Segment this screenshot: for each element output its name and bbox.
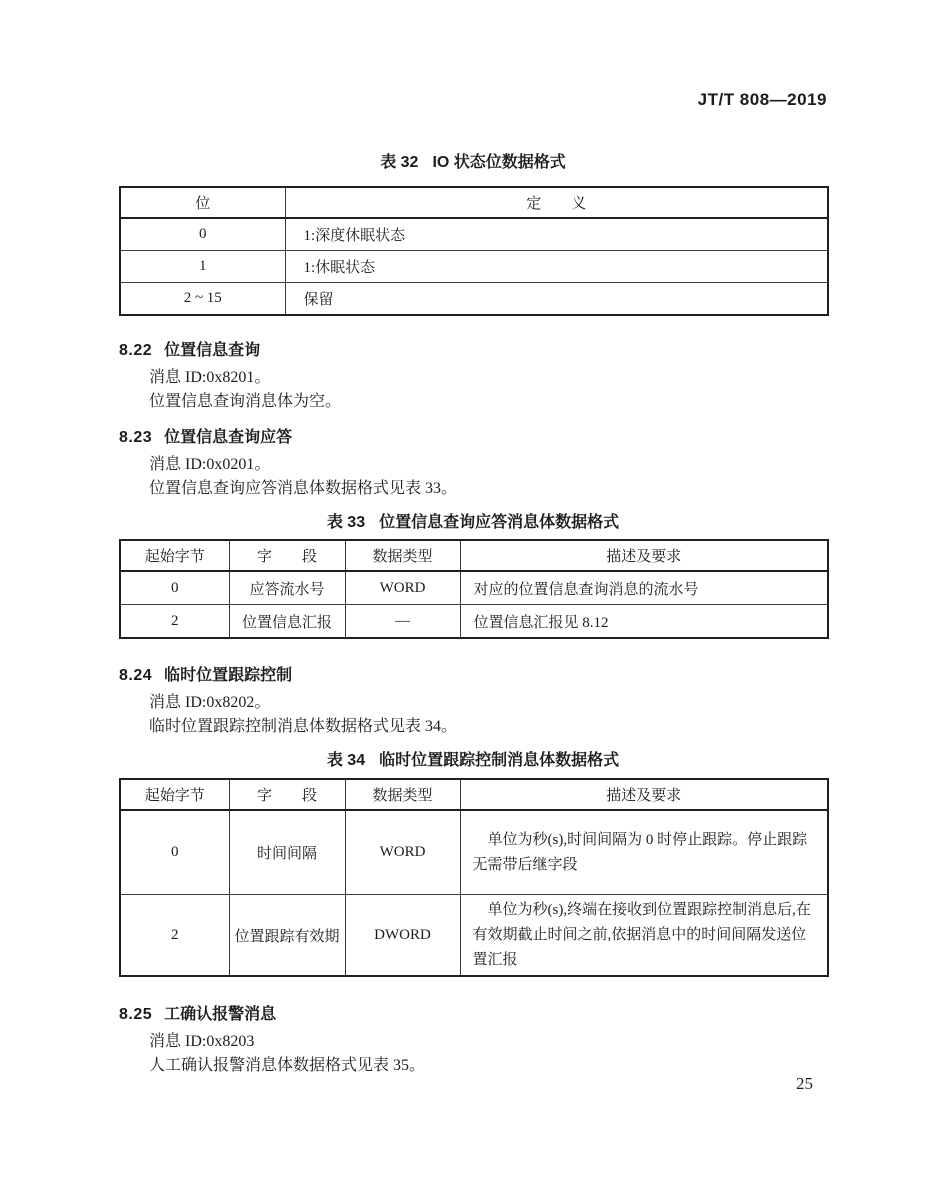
table32-cell-definition: 保留	[285, 283, 828, 316]
section-number: 8.24	[119, 667, 153, 684]
cell-field: 应答流水号	[229, 571, 345, 605]
table33-col-field: 字 段	[229, 540, 345, 571]
table32-cell-bit: 2 ~ 15	[120, 283, 285, 316]
table32-caption	[119, 149, 827, 172]
table34	[119, 778, 829, 977]
section-8-24-body	[149, 691, 829, 739]
table34-col-description: 描述及要求	[460, 779, 828, 810]
table34-caption-label: 表 34	[326, 752, 366, 769]
table33-col-description: 描述及要求	[460, 540, 828, 571]
table32-col-definition: 定 义	[285, 187, 828, 218]
cell-data-type: WORD	[345, 571, 460, 605]
cell-field: 时间间隔	[229, 810, 345, 895]
section-8-24-heading	[119, 662, 292, 685]
table32-cell-definition: 1:休眠状态	[285, 251, 828, 283]
section-title: 位置信息查询	[164, 342, 261, 359]
table34-header-row	[120, 779, 828, 810]
table-row	[120, 605, 828, 639]
section-title: 临时位置跟踪控制	[164, 667, 293, 684]
section-number: 8.23	[119, 429, 153, 446]
cell-description: 位置信息汇报见 8.12	[460, 605, 828, 639]
section-title: 工确认报警消息	[164, 1006, 277, 1023]
table32	[119, 186, 829, 316]
section-8-22-body	[149, 366, 829, 414]
section-8-25-heading	[119, 1001, 276, 1024]
paragraph: 消息 ID:0x0201。	[149, 456, 271, 473]
cell-start-byte: 0	[120, 571, 229, 605]
table33-header-row	[120, 540, 828, 571]
table34-col-data-type: 数据类型	[345, 779, 460, 810]
paragraph: 消息 ID:0x8201。	[149, 369, 271, 386]
table33-caption-title: 位置信息查询应答消息体数据格式	[379, 514, 620, 531]
table32-cell-bit: 1	[120, 251, 285, 283]
table34-caption	[119, 747, 827, 770]
paragraph: 位置信息查询消息体为空。	[149, 393, 342, 410]
cell-description: 单位为秒(s),时间间隔为 0 时停止跟踪。停止跟踪无需带后继字段	[460, 810, 828, 895]
table32-cell-bit: 0	[120, 218, 285, 251]
table-row	[120, 810, 828, 895]
cell-start-byte: 2	[120, 895, 229, 977]
table33-caption	[119, 509, 827, 532]
table33-caption-label: 表 33	[326, 514, 366, 531]
table-row	[120, 283, 828, 316]
section-8-23-heading	[119, 424, 292, 447]
section-8-25-body	[149, 1030, 829, 1078]
table33	[119, 539, 829, 639]
table-row	[120, 571, 828, 605]
page-number: 25	[796, 1074, 813, 1093]
doc-code-header: JT/T 808—2019	[697, 90, 827, 109]
table34-col-field: 字 段	[229, 779, 345, 810]
table32-caption-title: IO 状态位数据格式	[432, 154, 566, 171]
cell-data-type: —	[345, 605, 460, 639]
cell-description: 单位为秒(s),终端在接收到位置跟踪控制消息后,在有效期截止时间之前,依据消息中的时间间隔发送位置汇报	[460, 895, 828, 977]
table-row	[120, 218, 828, 251]
table33-col-data-type: 数据类型	[345, 540, 460, 571]
table34-col-start-byte: 起始字节	[120, 779, 229, 810]
paragraph: 消息 ID:0x8203	[149, 1033, 255, 1050]
table32-col-bit: 位	[120, 187, 285, 218]
table32-cell-definition: 1:深度休眠状态	[285, 218, 828, 251]
table32-header-row	[120, 187, 828, 218]
section-number: 8.25	[119, 1006, 153, 1023]
section-number: 8.22	[119, 342, 153, 359]
table34-caption-title: 临时位置跟踪控制消息体数据格式	[379, 752, 620, 769]
section-title: 位置信息查询应答	[164, 429, 293, 446]
paragraph: 位置信息查询应答消息体数据格式见表 33。	[149, 480, 458, 497]
table32-caption-label: 表 32	[380, 154, 419, 171]
paragraph: 人工确认报警消息体数据格式见表 35。	[149, 1057, 426, 1074]
table33-col-start-byte: 起始字节	[120, 540, 229, 571]
section-8-23-body	[149, 453, 829, 501]
cell-start-byte: 0	[120, 810, 229, 895]
cell-description: 对应的位置信息查询消息的流水号	[460, 571, 828, 605]
cell-field: 位置跟踪有效期	[229, 895, 345, 977]
cell-field: 位置信息汇报	[229, 605, 345, 639]
table-row	[120, 251, 828, 283]
cell-data-type: DWORD	[345, 895, 460, 977]
paragraph: 消息 ID:0x8202。	[149, 694, 271, 711]
table-row	[120, 895, 828, 977]
paragraph: 临时位置跟踪控制消息体数据格式见表 34。	[149, 718, 458, 735]
cell-data-type: WORD	[345, 810, 460, 895]
cell-start-byte: 2	[120, 605, 229, 639]
section-8-22-heading	[119, 337, 260, 360]
